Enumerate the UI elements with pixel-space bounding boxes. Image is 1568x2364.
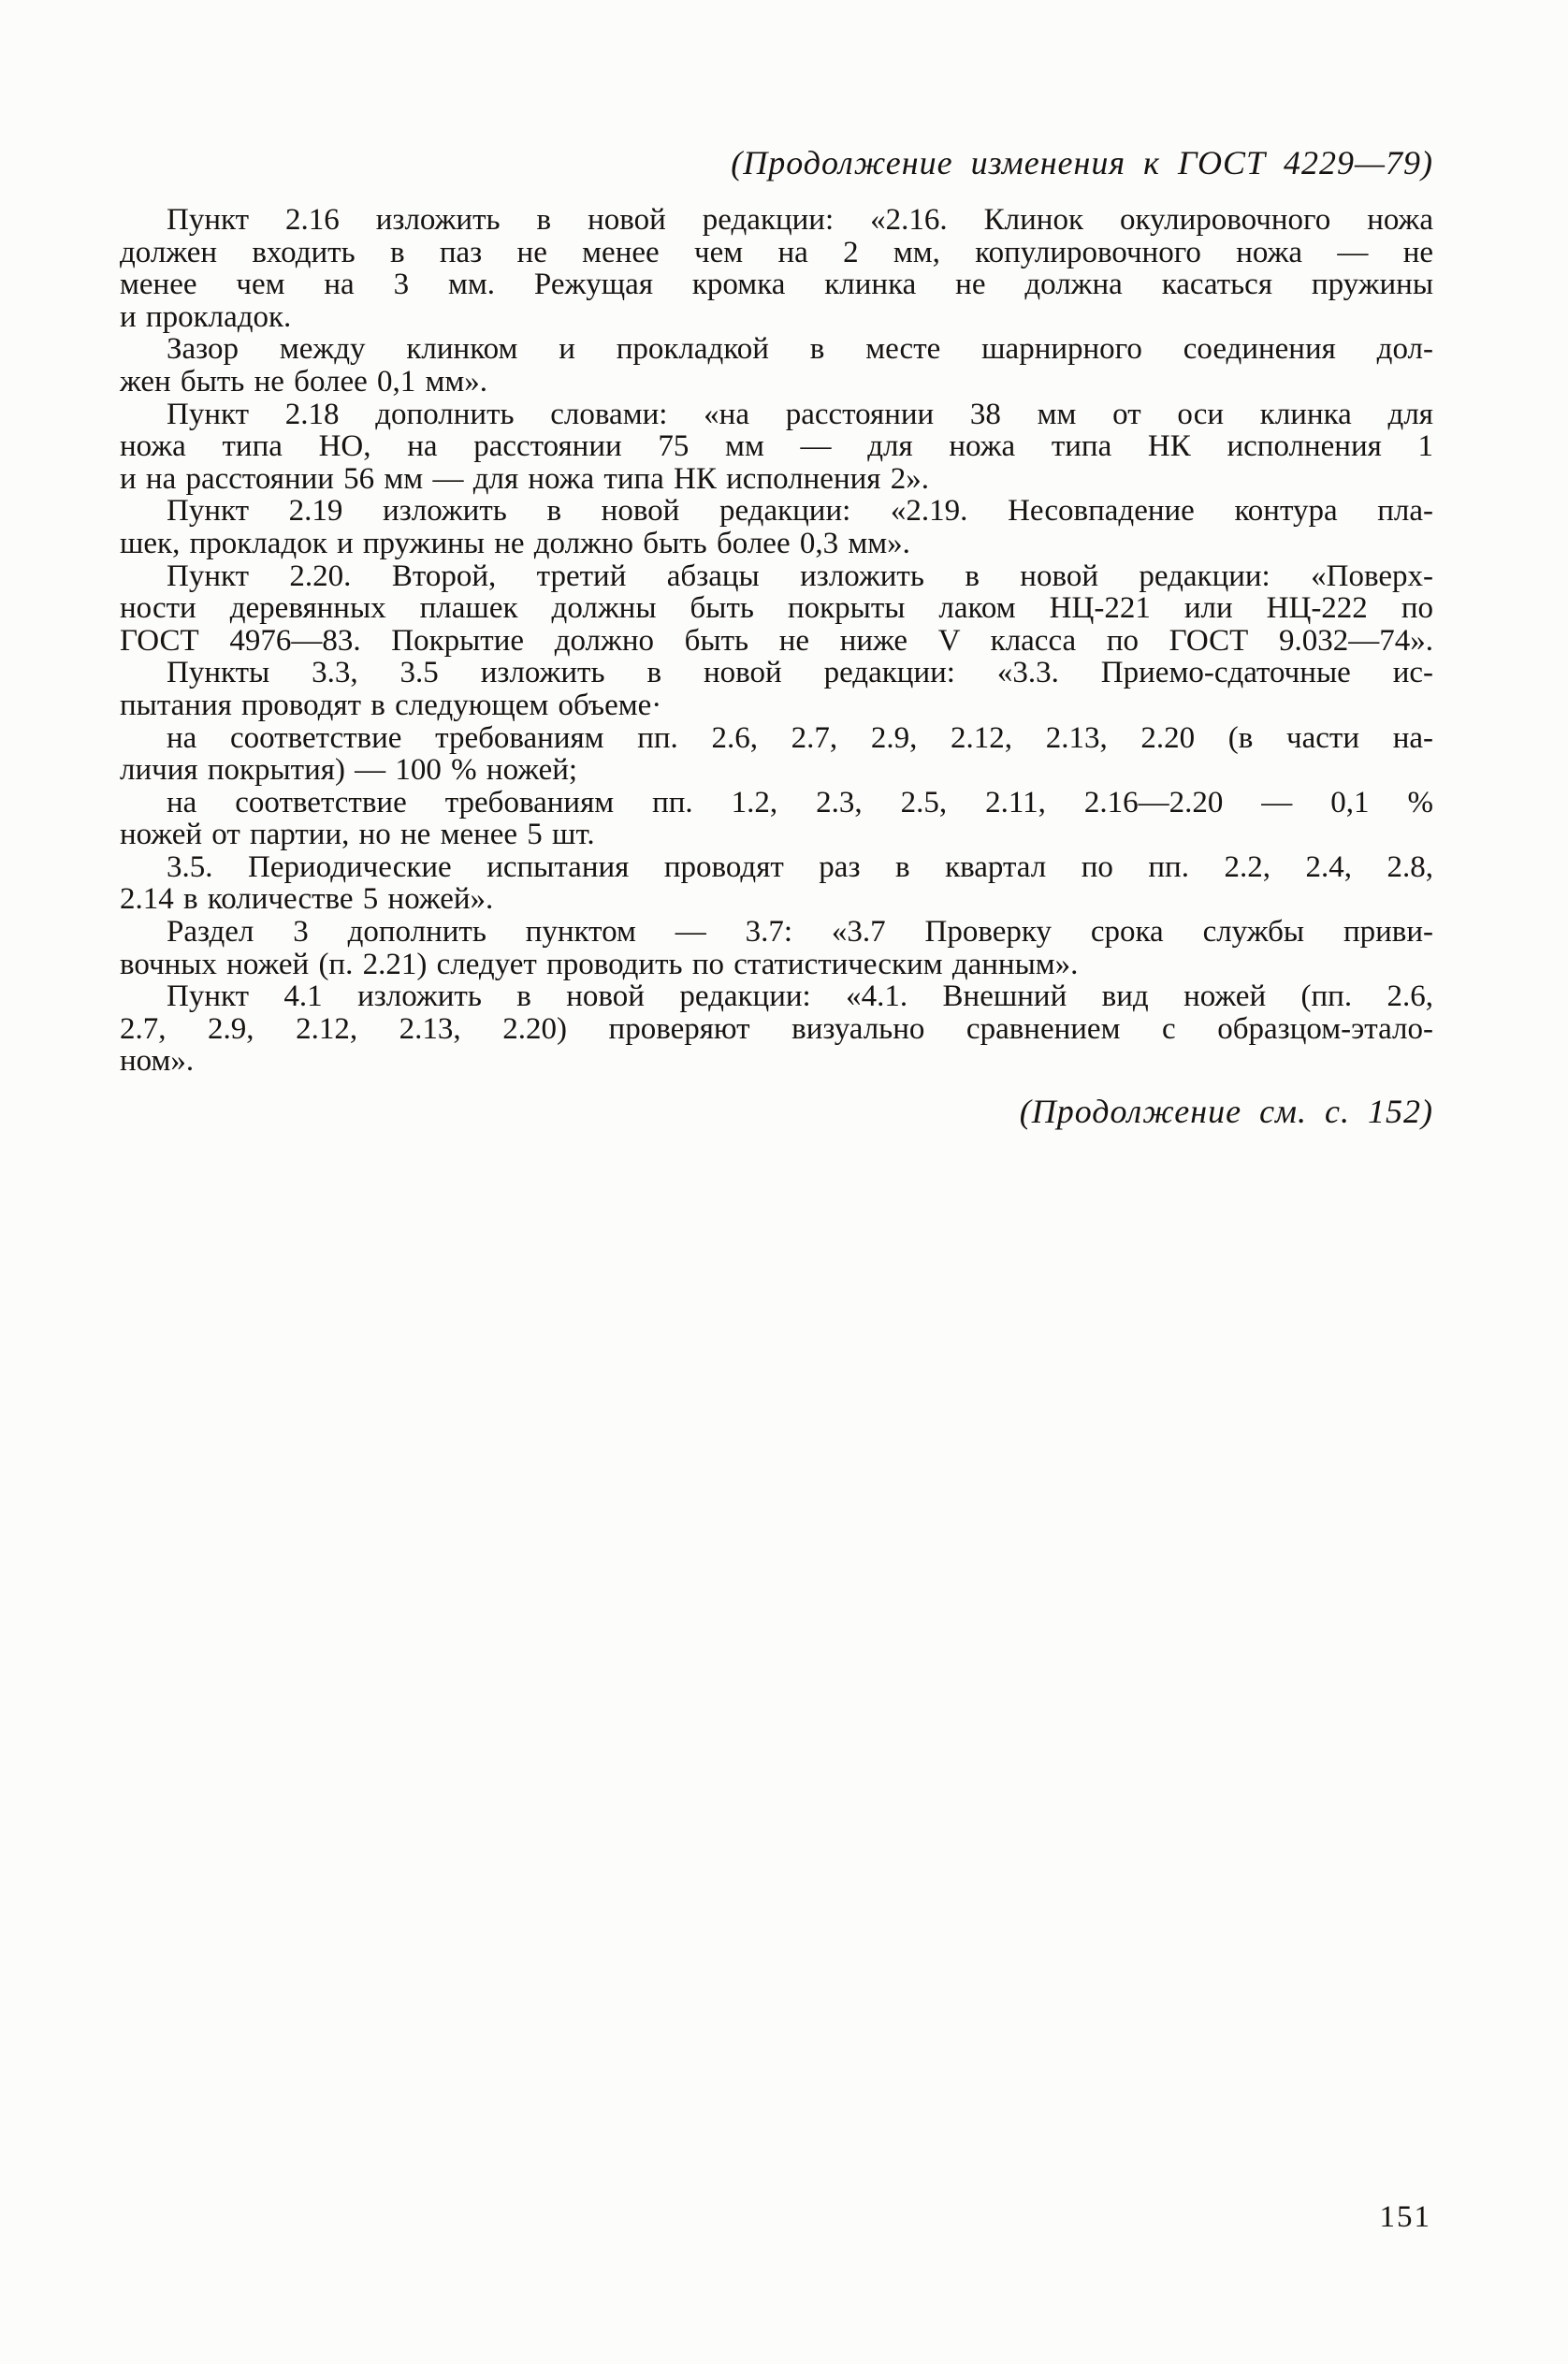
text-line: на соответствие требованиям пп. 2.6, 2.7, 2.9, 2.12, 2.13, 2.20 (в части на- bbox=[167, 720, 1433, 755]
text-line: Пункт 2.18 дополнить словами: «на расстоянии 38 мм от оси клинка для bbox=[167, 397, 1433, 431]
text-line: менее чем на 3 мм. Режущая кромка клинка не должна касаться пружины bbox=[120, 268, 1433, 302]
paragraph bbox=[120, 722, 1433, 787]
text-line: ГОСТ 4976—83. Покрытие должно быть не ниже V класса по ГОСТ 9.032—74». bbox=[120, 623, 1433, 658]
text-line: шек, прокладок и пружины не должно быть более 0,3 мм». bbox=[120, 526, 910, 560]
text-line: ности деревянных плашек должны быть покрыты лаком НЦ-221 или НЦ-222 по bbox=[120, 591, 1433, 626]
text-line: должен входить в паз не менее чем на 2 мм, копулировочного ножа — не bbox=[120, 235, 1433, 269]
paragraph bbox=[120, 851, 1433, 916]
paragraph bbox=[120, 495, 1433, 559]
paragraph bbox=[120, 560, 1433, 658]
continuation-footer: (Продолжение см. с. 152) bbox=[1019, 1093, 1433, 1131]
text-line: на соответствие требованиям пп. 1.2, 2.3, 2.5, 2.11, 2.16—2.20 — 0,1 % bbox=[167, 785, 1433, 819]
text-line: Пункт 2.16 изложить в новой редакции: «2.16. Клинок окулировочного ножа bbox=[167, 203, 1433, 237]
page-number: 151 bbox=[1379, 2200, 1431, 2234]
text-line: Раздел 3 дополнить пунктом — 3.7: «3.7 Проверку срока службы приви- bbox=[167, 915, 1433, 950]
paragraph bbox=[120, 399, 1433, 496]
text-line: пытания проводят в следующем объеме· bbox=[120, 688, 662, 722]
text-column bbox=[120, 142, 1433, 1132]
text-line: Пункт 4.1 изложить в новой редакции: «4.1. Внешний вид ножей (пп. 2.6, bbox=[167, 979, 1433, 1014]
text-line: 3.5. Периодические испытания проводят раз в квартал по пп. 2.2, 2.4, 2.8, bbox=[167, 849, 1433, 884]
text-line: ножей от партии, но не менее 5 шт. bbox=[120, 818, 595, 852]
paragraph bbox=[120, 333, 1433, 398]
text-line: Пункт 2.20. Второй, третий абзацы изложить в новой редакции: «Поверх- bbox=[167, 558, 1433, 593]
paragraph bbox=[120, 916, 1433, 980]
text-line: жен быть не более 0,1 мм». bbox=[120, 364, 488, 399]
text-line: и на расстоянии 56 мм — для ножа типа НК исполнения 2». bbox=[120, 461, 929, 496]
text-line: личия покрытия) — 100 % ножей; bbox=[120, 753, 578, 788]
paragraph bbox=[120, 657, 1433, 721]
text-line: Пункт 2.19 изложить в новой редакции: «2.19. Несовпадение контура пла- bbox=[167, 494, 1433, 529]
document-body bbox=[120, 204, 1433, 1078]
text-line: вочных ножей (п. 2.21) следует проводить по статистическим данным». bbox=[120, 947, 1079, 981]
text-line: ном». bbox=[120, 1044, 195, 1079]
text-line: Пункты 3.3, 3.5 изложить в новой редакции: «3.3. Приемо-сдаточные ис- bbox=[167, 656, 1433, 690]
paragraph bbox=[120, 980, 1433, 1078]
paragraph bbox=[120, 204, 1433, 333]
text-line: ножа типа НО, на расстоянии 75 мм — для ножа типа НК исполнения 1 bbox=[120, 429, 1433, 464]
text-line: и прокладок. bbox=[120, 299, 292, 334]
text-line: Зазор между клинком и прокладкой в месте шарнирного соединения дол- bbox=[167, 332, 1433, 367]
paragraph bbox=[120, 787, 1433, 851]
text-line: 2.7, 2.9, 2.12, 2.13, 2.20) проверяют визуально сравнением с образцом-этало- bbox=[120, 1011, 1433, 1046]
text-line: 2.14 в количестве 5 ножей». bbox=[120, 882, 494, 917]
continuation-header: (Продолжение изменения к ГОСТ 4229—79) bbox=[731, 144, 1433, 181]
